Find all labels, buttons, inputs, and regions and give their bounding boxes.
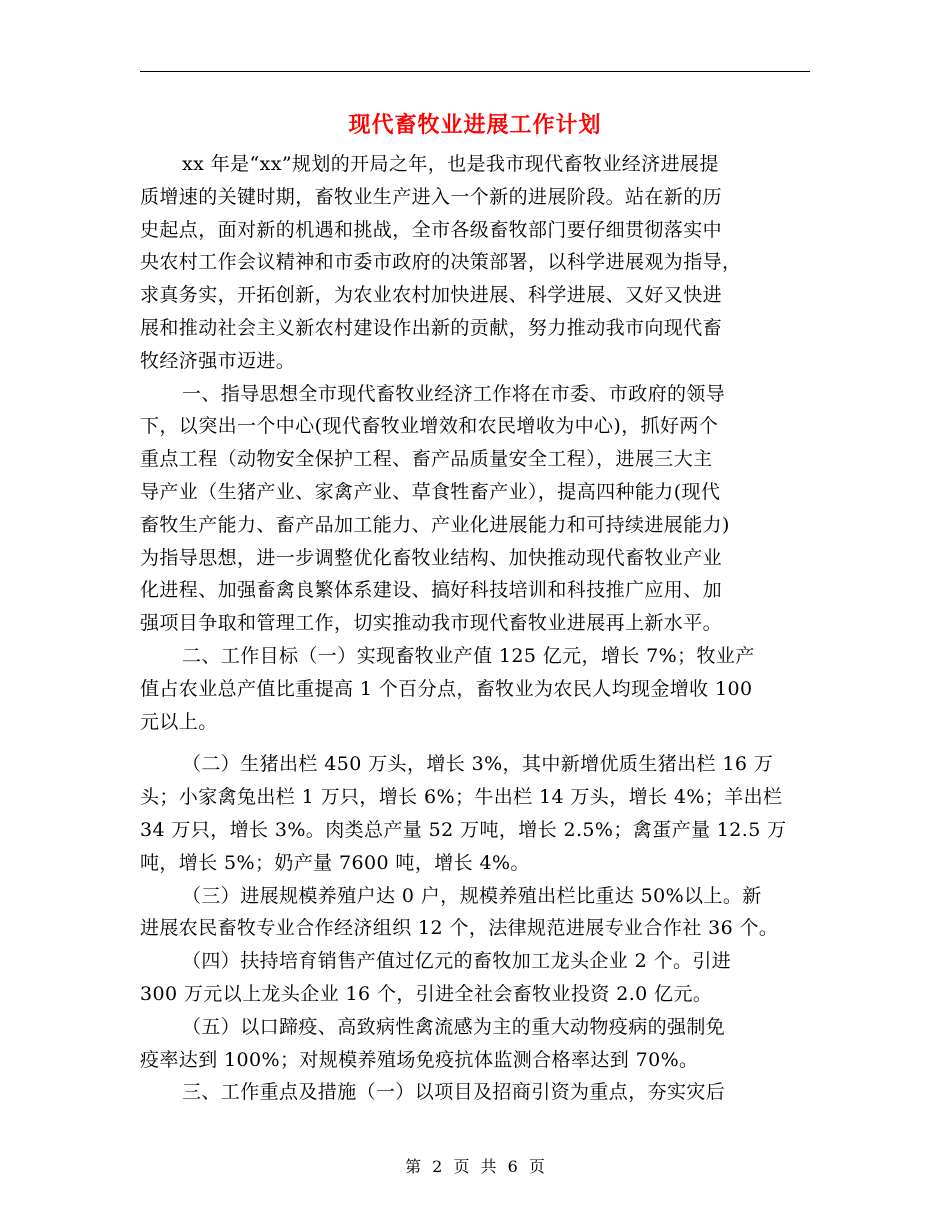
text-line: 展和推动社会主义新农村建设作出新的贡献，努力推动我市向现代畜 [140, 316, 723, 339]
text-line: （五）以口蹄疫、高致病性禽流感为主的重大动物疫病的强制免 [182, 1015, 726, 1038]
text-line: xx 年是“xx”规划的开局之年，也是我市现代畜牧业经济进展提 [182, 153, 719, 175]
page-number: 第 2 页 共 6 页 [405, 1157, 545, 1176]
text-line: （二）生猪出栏 450 万头，增长 3%，其中新增优质生猪出栏 16 万 [182, 753, 774, 776]
text-line: 三、工作重点及措施（一）以项目及招商引资为重点，夯实灾后 [182, 1081, 726, 1104]
text-line: 疫率达到 100%；对规模养殖场免疫抗体监测合格率达到 70%。 [140, 1048, 699, 1071]
paragraph-guiding-ideology [140, 378, 810, 640]
text-line: 质增速的关键时期，畜牧业生产进入一个新的进展阶段。站在新的历 [140, 185, 723, 208]
text-line: 元以上。 [140, 710, 218, 733]
paragraph-goal-5 [140, 1011, 810, 1077]
text-line: 34 万只，增长 3%。肉类总产量 52 万吨，增长 2.5%；禽蛋产量 12.5 万 [140, 818, 787, 841]
document-title: 现代畜牧业进展工作计划 [348, 112, 602, 138]
paragraph-goal-3 [140, 880, 810, 946]
paragraph-intro [140, 148, 810, 378]
header-rule [140, 71, 810, 72]
text-line: 进展农民畜牧专业合作经济组织 12 个，法律规范进展专业合作社 36 个。 [140, 917, 779, 940]
text-line: 重点工程（动物安全保护工程、畜产品质量安全工程），进展三大主 [140, 448, 713, 471]
text-line: （三）进展规模养殖户达 0 户，规模养殖出栏比重达 50%以上。新 [182, 884, 762, 907]
paragraph-goal-4 [140, 945, 810, 1011]
text-line: 下，以突出一个中心(现代畜牧业增效和农民增收为中心)，抓好两个 [140, 415, 719, 438]
text-line: 央农村工作会议精神和市委市政府的决策部署，以科学进展观为指导， [140, 251, 742, 274]
text-line: 牧经济强市迈进。 [140, 349, 296, 372]
text-line: 导产业（生猪产业、家禽产业、草食牲畜产业），提高四种能力(现代 [140, 480, 721, 503]
text-line: 化进程、加强畜禽良繁体系建设、搞好科技培训和科技推广应用、加 [140, 579, 723, 602]
paragraph-key-measures [140, 1076, 810, 1109]
text-line: 一、指导思想全市现代畜牧业经济工作将在市委、市政府的领导 [182, 382, 726, 405]
text-line: 为指导思想，进一步调整优化畜牧业结构、加快推动现代畜牧业产业 [140, 546, 723, 569]
text-line: 值占农业总产值比重提高 1 个百分点，畜牧业为农民人均现金增收 100 [140, 677, 753, 700]
text-line: 史起点，面对新的机遇和挑战，全市各级畜牧部门要仔细贯彻落实中 [140, 218, 723, 241]
document-body [140, 148, 810, 1109]
text-line: 二、工作目标（一）实现畜牧业产值 125 亿元，增长 7%；牧业产 [182, 644, 755, 667]
text-line: 求真务实，开拓创新，为农业农村加快进展、科学进展、又好又快进 [140, 284, 723, 307]
paragraph-gap [140, 738, 810, 748]
text-line: 强项目争取和管理工作，切实推动我市现代畜牧业进展再上新水平。 [140, 612, 723, 635]
text-line: （四）扶持培育销售产值过亿元的畜牧加工龙头企业 2 个。引进 [182, 950, 732, 973]
text-line: 头；小家禽兔出栏 1 万只，增长 6%；牛出栏 14 万头，增长 4%；羊出栏 [140, 786, 783, 809]
paragraph-work-goals [140, 640, 810, 738]
paragraph-goal-2 [140, 748, 810, 879]
text-line: 畜牧生产能力、畜产品加工能力、产业化进展能力和可持续进展能力) [140, 513, 730, 536]
text-line: 吨，增长 5%；奶产量 7600 吨，增长 4%。 [140, 851, 530, 874]
text-line: 300 万元以上龙头企业 16 个，引进全社会畜牧业投资 2.0 亿元。 [140, 982, 713, 1005]
